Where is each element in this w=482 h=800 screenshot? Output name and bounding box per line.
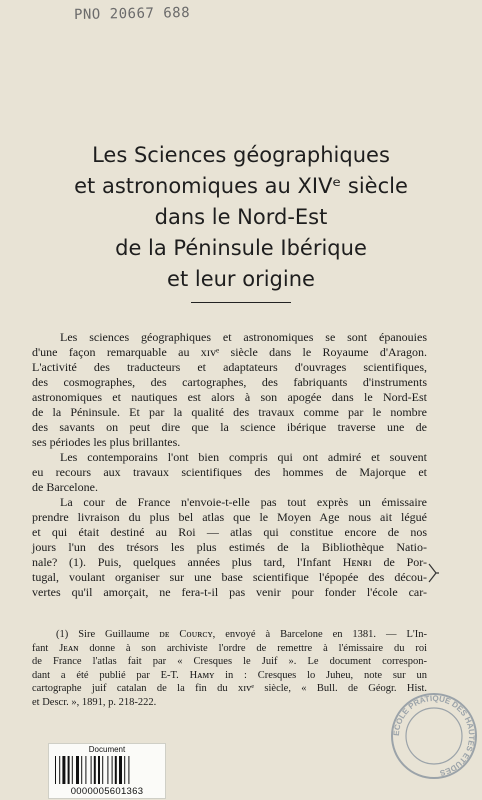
document-title	[40, 140, 442, 295]
text-line: astronomiques et nautiques est alors à son apogée dans le Nord-Est	[32, 390, 427, 404]
title-line: Les Sciences géographiques	[92, 143, 390, 167]
footnote-line: cartographe juif catalan de la fin du xɪᴠᵉ siècle, « Bull. de Géogr. Hist.	[32, 683, 427, 694]
library-stamp	[388, 690, 480, 782]
title-line: et leur origine	[167, 267, 315, 291]
margin-annotation-mark	[426, 562, 440, 584]
body-text	[32, 330, 427, 600]
handwritten-reference: PNO 20667 688	[73, 4, 191, 24]
footnote-line: fant Jᴇᴀɴ donne à son archiviste l'ordre de remettre à l'émissaire du roi	[32, 642, 427, 654]
text-line: des savants on peut dire que la science ibérique traverse une de	[32, 420, 427, 434]
text-line: L'activité des traducteurs et adaptateurs d'ouvrages scientifiques,	[32, 360, 427, 374]
barcode-label	[48, 743, 166, 799]
footnote-line: dant a été publié par E-T. Hᴀᴍʏ in : Cresques lo Juheu, note sur un	[32, 669, 427, 681]
paragraph-2	[32, 450, 427, 495]
text-line: Les contemporains l'ont bien compris qui ont admiré et souvent	[60, 450, 427, 464]
text-line: et qui était destiné au Roi — atlas qui constitue encore de nos	[32, 525, 427, 539]
barcode-title: Document	[88, 745, 126, 754]
text-line: Les sciences géographiques et astronomiques se sont épanouies	[60, 330, 427, 344]
title-divider	[191, 302, 291, 303]
footnote-line: et Descr. », 1891, p. 218-222.	[32, 696, 157, 708]
footnote-line: (1) Sire Guillaume ᴅᴇ Cᴏᴜʀᴄʏ, envoyé à Barcelone en 1381. — L'In-	[56, 629, 427, 640]
title-line: de la Péninsule Ibérique	[115, 236, 367, 260]
footnote-line: de France l'atlas fait par « Cresques le Juif ». Le document correspon-	[32, 656, 427, 667]
text-line: des cosmographes, des cartographes, des fabriquants d'instruments	[32, 375, 427, 389]
text-line: de Barcelone.	[32, 480, 98, 494]
text-line: jours l'un des trésors les plus estimés de la Bibliothèque Natio-	[32, 540, 427, 554]
footnote	[32, 628, 427, 709]
paragraph-3	[32, 495, 427, 600]
barcode-number: 0000005601363	[70, 786, 144, 797]
text-line: tugal, voulant organiser sur une base scientifique l'épopée des décou-	[32, 570, 427, 584]
text-line: de la Péninsule. Et par la qualité des travaux comme par le nombre	[32, 405, 427, 419]
text-line: d'une façon remarquable au xɪᴠᵉ siècle dans le Royaume d'Aragon.	[32, 345, 427, 359]
title-line: dans le Nord-Est	[154, 205, 328, 229]
title-line: et astronomiques au XIVᵉ siècle	[74, 174, 408, 198]
text-line: ses périodes les plus brillantes.	[32, 435, 181, 449]
barcode-bars	[55, 756, 159, 784]
text-line: eu recours aux travaux scientifiques des hommes de Majorque et	[32, 465, 427, 479]
paragraph-1	[32, 330, 427, 450]
stamp-text: ÉCOLE PRATIQUE DES HAUTES ÉTUDES	[391, 693, 477, 778]
text-line: La cour de France n'envoie-t-elle pas tout exprès un émissaire	[60, 495, 427, 509]
text-line: nale? (1). Puis, quelques années plus tard, l'Infant Hᴇɴʀɪ de Por-	[32, 555, 427, 569]
text-line: vertes qu'il amorçait, ne fera-t-il pas venir pour fonder l'école car-	[32, 585, 427, 599]
text-line: prendre livraison du plus bel atlas que le Moyen Age nous ait légué	[32, 510, 427, 524]
